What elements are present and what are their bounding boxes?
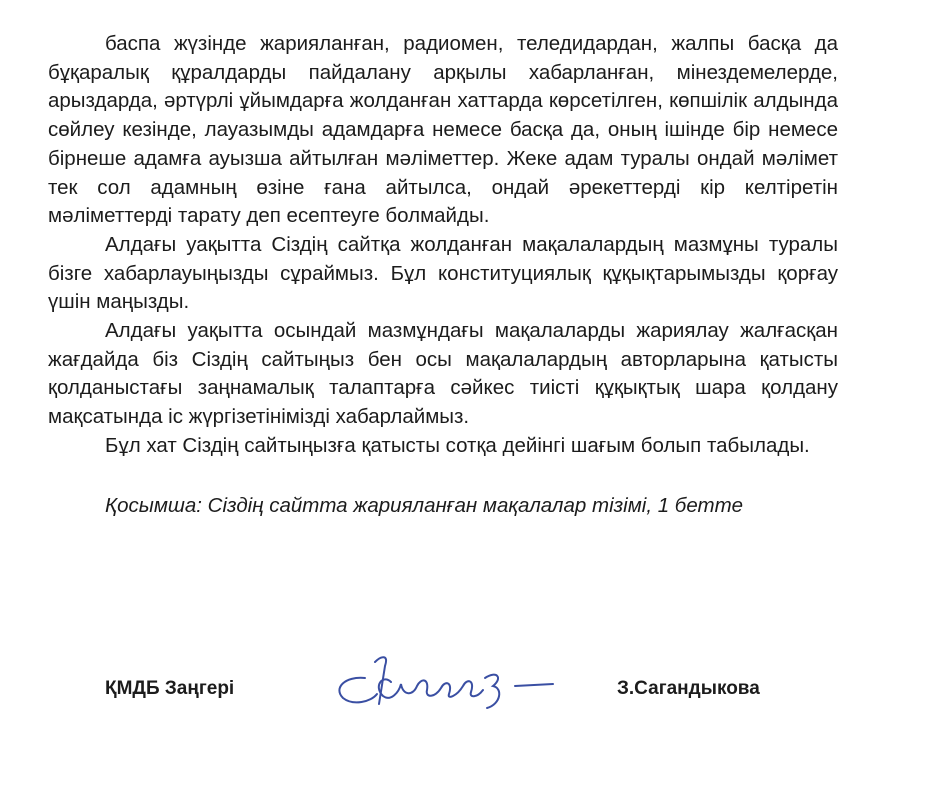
signature-stroke-4 <box>485 675 499 708</box>
paragraph-1: баспа жүзінде жарияланған, радиомен, теледидардан, жалпы басқа да бұқаралық құралдарды пайдалану арқылы хабарланған, мінездемелерде, арыздарда, әртүрлі ұйымдарға жолданған хаттарда көрсетілген, көпшілік алдында сөйлеу кезінде, лауазымды адамдарға немесе басқа да, оның ішінде бір немесе бірнеше адамға ауызша айтылған мәліметтер. Жеке адам туралы ондай мәлімет тек сол адамның өзіне ғана айтылса, ондай әрекеттерді кір келтіретін мәліметтерді тарату деп есептеуге болмайды. <box>48 32 838 228</box>
paragraph-3: Алдағы уақытта осындай мазмұндағы мақалаларды жариялау жалғасқан жағдайда біз Сіздің сайтыңыз бен осы мақалалардың авторларына қатысты қолданыстағы заңнамалық талаптарға сәйкес тиісті құқықтық шара қолдану мақсатында іс жүргізетінімізді хабарлаймыз. <box>48 319 838 429</box>
signatory-title: ҚМДБ Заңгері <box>105 678 235 699</box>
signature-stroke-3 <box>379 679 483 697</box>
signatory-name: З.Сагандыкова <box>617 678 760 699</box>
attachment-note: Қосымша: Сіздің сайтта жарияланған мақалалар тізімі, 1 бетте <box>105 493 744 517</box>
paragraph-4: Бұл хат Сіздің сайтыңызға қатысты сотқа дейінгі шағым болып табылады. <box>105 433 810 457</box>
paragraph-2: Алдағы уақытта Сіздің сайтқа жолданған мақалалардың мазмұны туралы бізге хабарлауыңызды сұраймыз. Бұл конституциялық құқықтарымызды қорғау үшін маңызды. <box>48 232 838 314</box>
document-body <box>48 30 838 520</box>
handwritten-signature <box>325 648 575 718</box>
signature-block <box>0 640 926 720</box>
signature-stroke-1 <box>339 678 377 703</box>
signature-stroke-5 <box>515 684 553 686</box>
